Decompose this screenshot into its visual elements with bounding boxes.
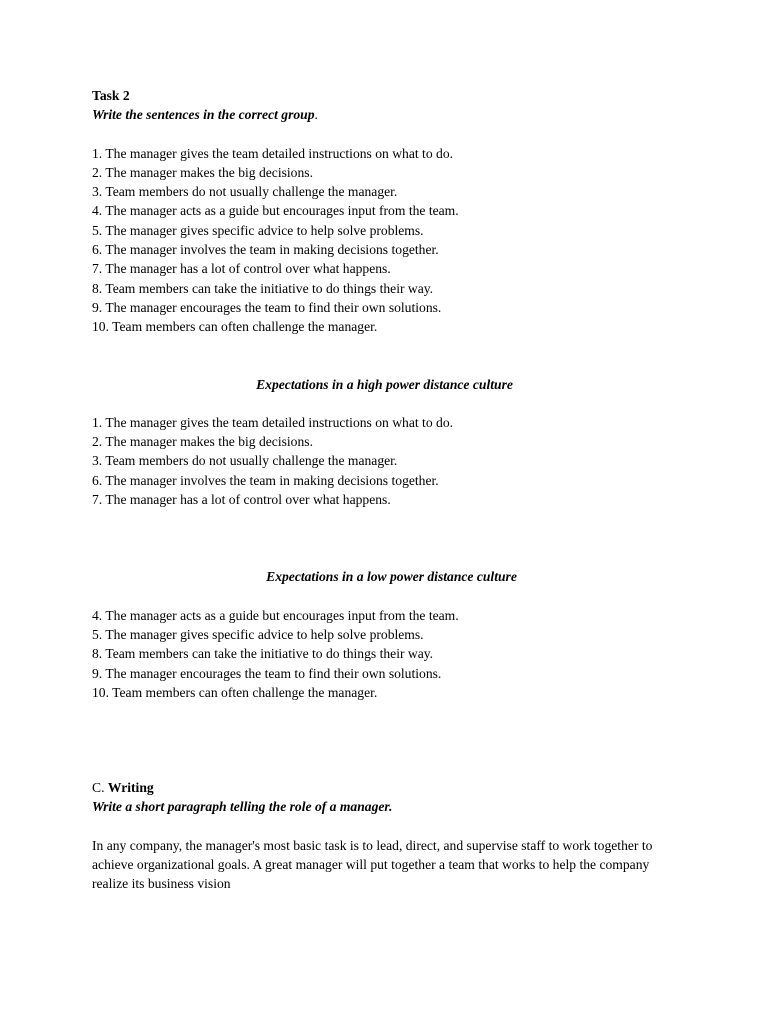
low-group-item: 8. Team members can take the initiative to do things their way. — [92, 646, 434, 662]
writing-instruction: Write a short paragraph telling the role of a manager. — [92, 799, 393, 815]
sentence-item: 7. The manager has a lot of control over what happens. — [92, 261, 391, 277]
sentence-item: 3. Team members do not usually challenge the manager. — [92, 184, 398, 200]
task-instruction — [92, 105, 692, 124]
writing-paragraph: In any company, the manager's most basic task is to lead, direct, and supervise staff to work together to achieve organizational goals. A great manager will put together a team that works to help the company realize its business vision — [92, 837, 653, 892]
low-group-item: 4. The manager acts as a guide but encourages input from the team. — [92, 607, 459, 623]
writing-heading — [92, 778, 692, 797]
task-heading: Task 2 — [92, 88, 130, 103]
sentence-item: 5. The manager gives specific advice to help solve problems. — [92, 222, 424, 238]
writing-prefix: C. — [92, 780, 108, 796]
sentence-item: 4. The manager acts as a guide but encourages input from the team. — [92, 203, 459, 219]
sentence-item: 9. The manager encourages the team to find their own solutions. — [92, 299, 442, 315]
high-group-item: 3. Team members do not usually challenge the manager. — [92, 453, 398, 469]
sentence-item: 6. The manager involves the team in making decisions together. — [92, 242, 439, 258]
writing-title: Writing — [107, 780, 154, 796]
high-group-item: 1. The manager gives the team detailed instructions on what to do. — [92, 414, 454, 430]
low-group-item: 5. The manager gives specific advice to help solve problems. — [92, 626, 424, 642]
low-group-item: 9. The manager encourages the team to find their own solutions. — [92, 665, 442, 681]
sentence-item: 2. The manager makes the big decisions. — [92, 164, 313, 180]
document-page — [92, 86, 692, 894]
low-group-list — [92, 606, 692, 702]
sentence-item: 10. Team members can often challenge the manager. — [92, 319, 378, 335]
high-group-list — [92, 413, 692, 509]
low-group-title: Expectations in a low power distance culture — [266, 569, 517, 585]
high-group-title: Expectations in a high power distance culture — [256, 376, 513, 392]
low-group-item: 10. Team members can often challenge the manager. — [92, 684, 378, 700]
high-group-item: 7. The manager has a lot of control over what happens. — [92, 492, 391, 508]
task-instruction-text: Write the sentences in the correct group — [92, 107, 315, 123]
high-group-item: 6. The manager involves the team in making decisions together. — [92, 472, 439, 488]
sentence-list — [92, 144, 692, 337]
task-instruction-period: . — [314, 107, 318, 123]
sentence-item: 1. The manager gives the team detailed instructions on what to do. — [92, 145, 454, 161]
sentence-item: 8. Team members can take the initiative to do things their way. — [92, 280, 434, 296]
high-group-item: 2. The manager makes the big decisions. — [92, 434, 313, 450]
